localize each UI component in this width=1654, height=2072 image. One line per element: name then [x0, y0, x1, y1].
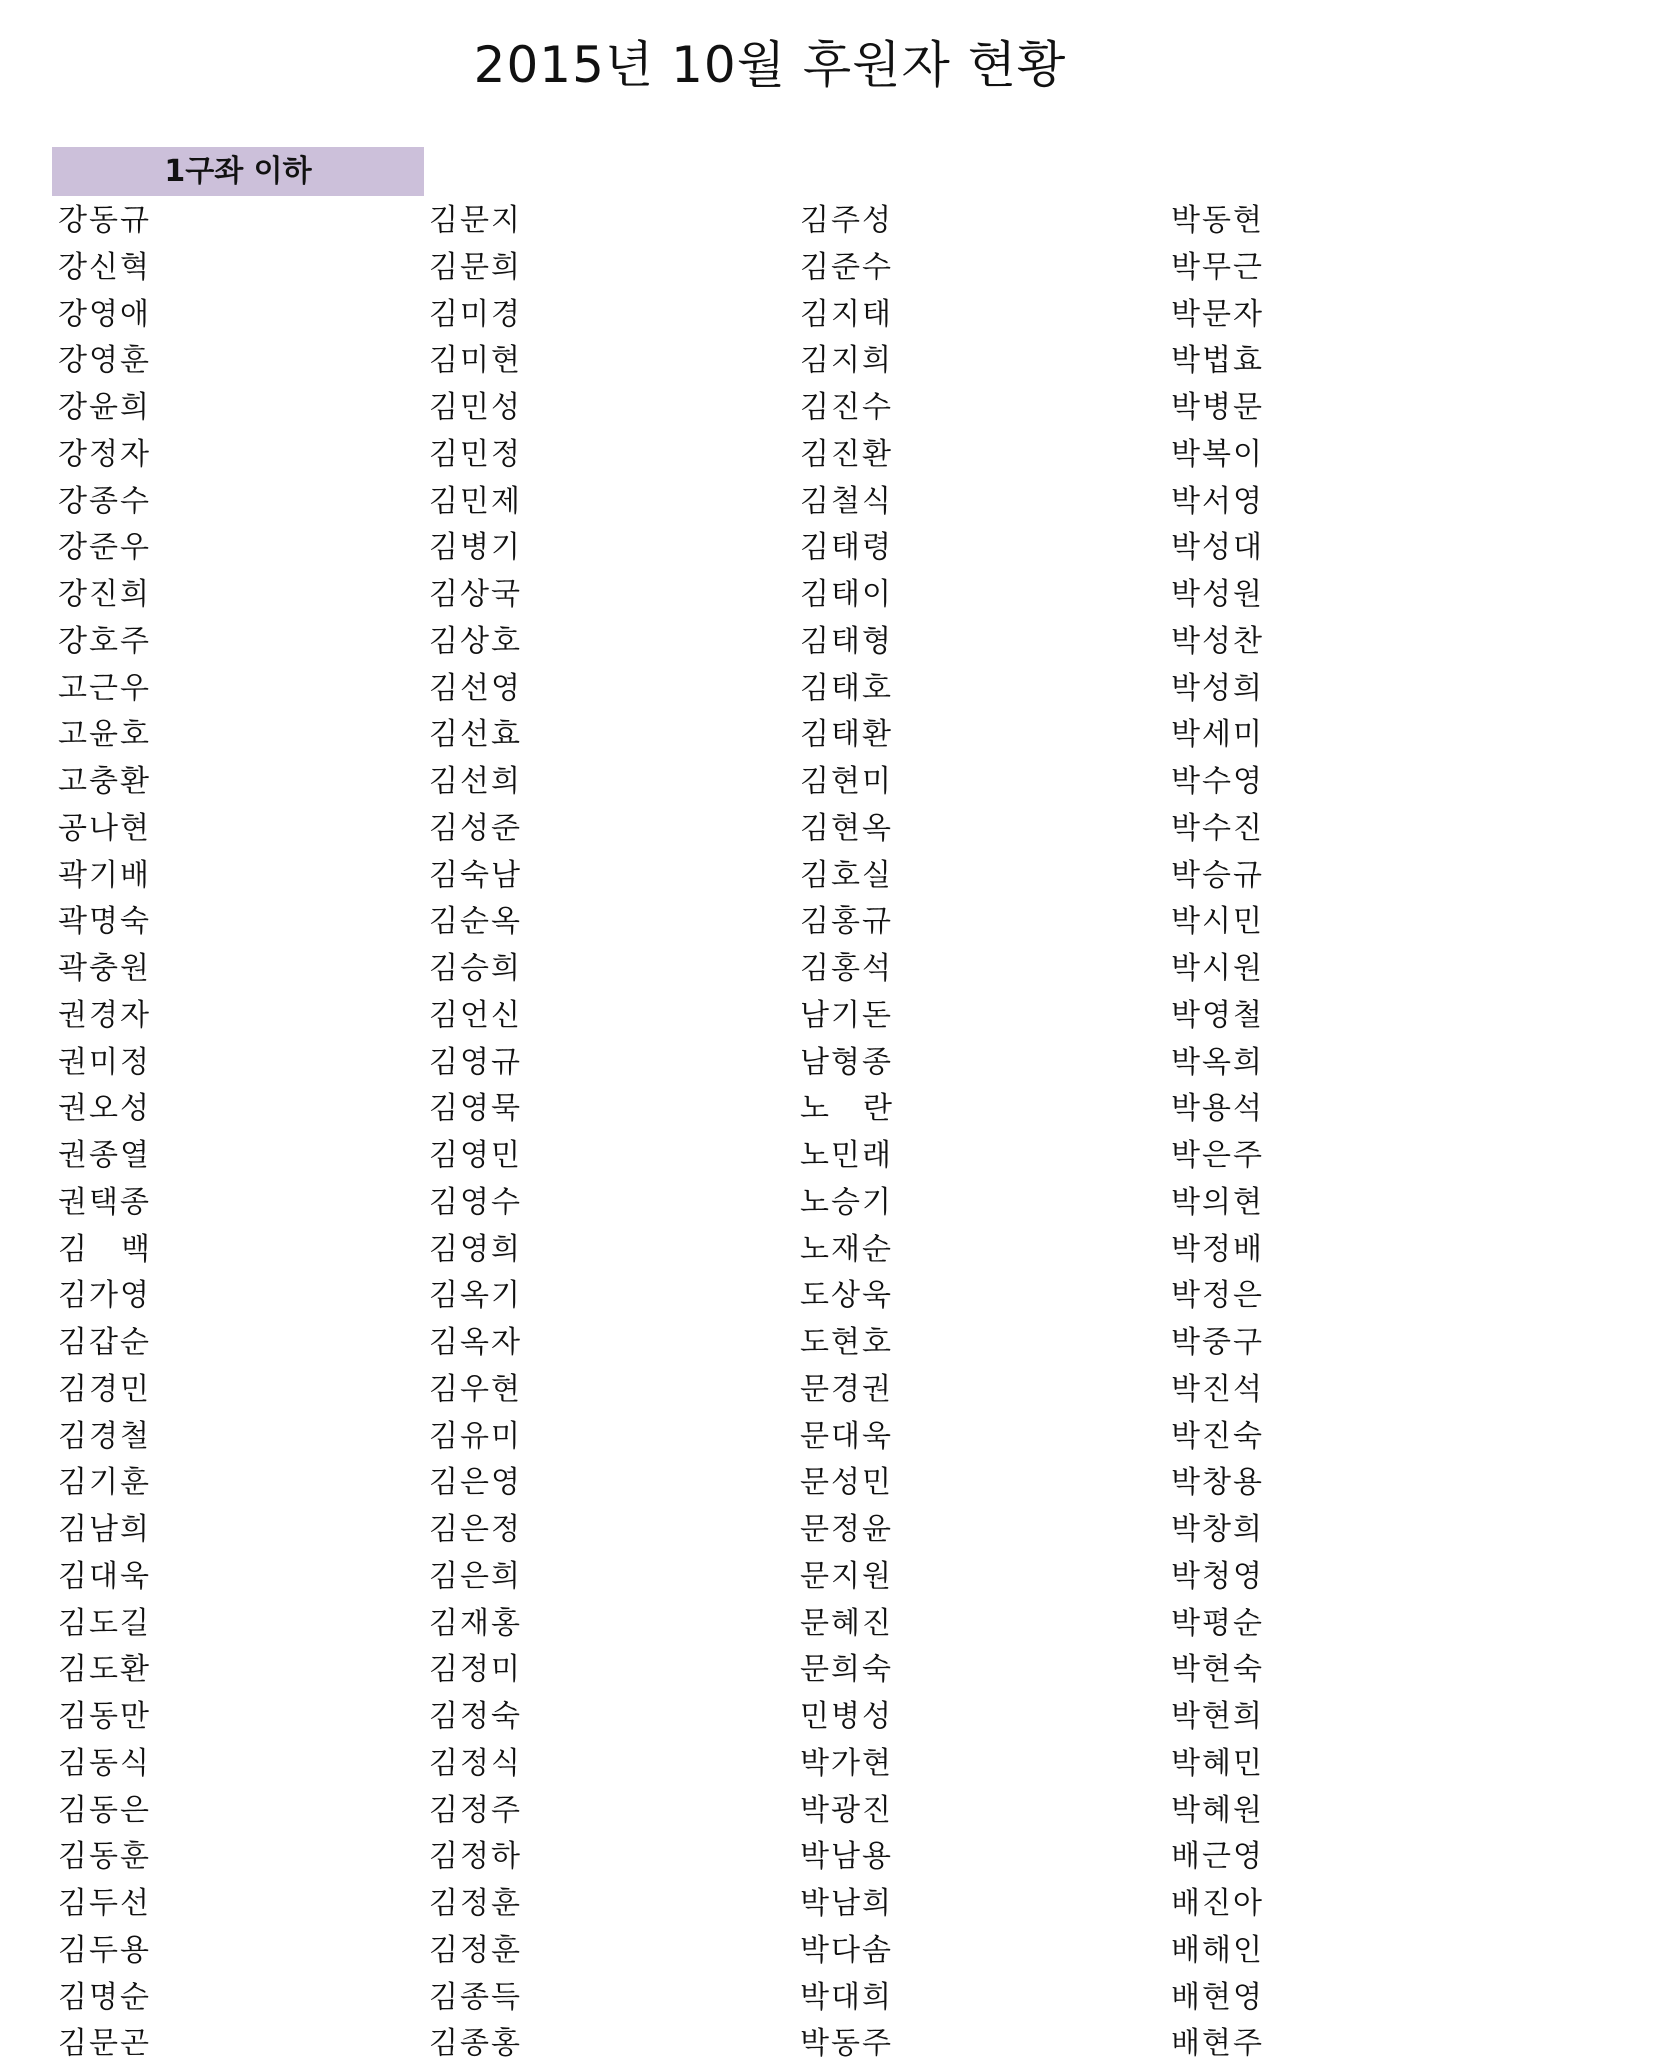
- donor-name: 고윤호: [58, 717, 151, 753]
- donor-name: 김기훈: [58, 1465, 151, 1501]
- donor-name: 김종홍: [429, 2026, 522, 2062]
- donor-name: 고근우: [58, 670, 151, 706]
- donor-name: 김태환: [800, 717, 893, 753]
- donor-name: 박진석: [1171, 1371, 1264, 1407]
- donor-name: 강호주: [58, 623, 151, 659]
- donor-name: 곽충원: [58, 951, 151, 986]
- donor-name: 박청영: [1171, 1558, 1264, 1594]
- donor-name: 김갑순: [58, 1325, 151, 1360]
- donor-name: 김동식: [58, 1745, 151, 1781]
- donor-name: 강영애: [58, 296, 151, 332]
- donor-name: 김도환: [58, 1652, 151, 1688]
- section-header: 1구좌 이하: [52, 147, 424, 196]
- donor-name: 김남희: [58, 1512, 151, 1547]
- donor-name: 김문지: [429, 203, 522, 238]
- donor-name: 김현옥: [800, 810, 893, 846]
- donor-name: 김두선: [58, 1886, 151, 1921]
- donor-name: 김미현: [429, 343, 522, 379]
- donor-name: 공나현: [58, 810, 151, 846]
- donor-name: 김선영: [429, 670, 522, 706]
- donor-name: 강진희: [58, 577, 151, 612]
- donor-name: 김정훈: [429, 1886, 522, 1921]
- donor-name: 강윤희: [58, 390, 151, 425]
- donor-name: 문대욱: [800, 1418, 893, 1454]
- donor-name: 김정숙: [429, 1699, 522, 1734]
- donor-name: 김경민: [58, 1371, 151, 1407]
- donor-name: 고충환: [58, 764, 151, 799]
- donor-name: 배현영: [1171, 1979, 1264, 2015]
- donor-name: 김선희: [429, 764, 522, 799]
- donor-name: 박문자: [1171, 296, 1264, 332]
- donor-name: 김두용: [58, 1932, 151, 1968]
- donor-name: 김가영: [58, 1278, 151, 1314]
- donor-name: 박병문: [1171, 390, 1264, 425]
- donor-name: 김영규: [429, 1044, 522, 1080]
- donor-name: 김지태: [800, 296, 893, 332]
- donor-name: 남형종: [800, 1044, 893, 1080]
- donor-name: 박혜원: [1171, 1792, 1264, 1828]
- donor-name: 김철식: [800, 483, 893, 519]
- donor-name: 박승규: [1171, 857, 1264, 893]
- donor-name: 박수영: [1171, 764, 1264, 799]
- donor-name: 노민래: [800, 1138, 893, 1173]
- donor-name: 배해인: [1171, 1932, 1264, 1968]
- donor-name: 도상욱: [800, 1278, 893, 1314]
- donor-name: 김문곤: [58, 2026, 151, 2062]
- donor-name: 김옥기: [429, 1278, 522, 1314]
- donor-name: 김정미: [429, 1652, 522, 1688]
- donor-name: 박현숙: [1171, 1652, 1264, 1688]
- donor-name: 강동규: [58, 203, 151, 238]
- donor-name: 김대욱: [58, 1558, 151, 1594]
- donor-name: 박혜민: [1171, 1745, 1264, 1781]
- donor-name: 김영묵: [429, 1091, 522, 1127]
- donor-name: 박수진: [1171, 810, 1264, 846]
- donor-name: 남기돈: [800, 997, 893, 1033]
- donor-name: 박은주: [1171, 1138, 1264, 1173]
- donor-name: 문경권: [800, 1371, 893, 1407]
- donor-name: 김태이: [800, 577, 893, 612]
- donor-name: 김진수: [800, 390, 893, 425]
- donor-name: 문성민: [800, 1465, 893, 1501]
- donor-name: 김진환: [800, 436, 893, 472]
- donor-name: 강정자: [58, 436, 151, 472]
- donor-name: 박의현: [1171, 1184, 1264, 1220]
- donor-name: 김유미: [429, 1418, 522, 1454]
- donor-name: 김영수: [429, 1184, 522, 1220]
- donor-name: 김민성: [429, 390, 522, 425]
- donor-name: 김준수: [800, 249, 893, 285]
- donor-name: 김재홍: [429, 1605, 522, 1641]
- donor-name: 박동주: [800, 2026, 893, 2062]
- donor-name: 김주성: [800, 203, 893, 238]
- donor-name: 김병기: [429, 530, 522, 566]
- donor-name: 박창용: [1171, 1465, 1264, 1501]
- donor-name: 박성원: [1171, 577, 1264, 612]
- donor-name: 박성찬: [1171, 623, 1264, 659]
- donor-name: 민병성: [800, 1699, 893, 1734]
- donor-name: 배현주: [1171, 2026, 1264, 2062]
- donor-name: 김순옥: [429, 904, 522, 940]
- donor-name: 김상국: [429, 577, 522, 612]
- donor-name: 박서영: [1171, 483, 1264, 519]
- donor-name: 박정은: [1171, 1278, 1264, 1314]
- donor-name: 강영훈: [58, 343, 151, 379]
- donor-name: 김정훈: [429, 1932, 522, 1968]
- donor-name: 배진아: [1171, 1886, 1264, 1921]
- donor-name: 박창희: [1171, 1512, 1264, 1547]
- donor-name: 박다솜: [800, 1932, 893, 1968]
- donor-name: 김명순: [58, 1979, 151, 2015]
- donor-name: 김경철: [58, 1418, 151, 1454]
- donor-name: 김동은: [58, 1792, 151, 1828]
- donor-name: 노승기: [800, 1184, 893, 1220]
- donor-name: 김호실: [800, 857, 893, 893]
- donor-name: 김태령: [800, 530, 893, 566]
- donor-name: 박대희: [800, 1979, 893, 2015]
- donor-name: 박복이: [1171, 436, 1264, 472]
- donor-name: 박동현: [1171, 203, 1264, 238]
- donor-name: 권택종: [58, 1184, 151, 1220]
- donor-name: 문혜진: [800, 1605, 893, 1641]
- donor-name: 김은정: [429, 1512, 522, 1547]
- donor-name: 박성희: [1171, 670, 1264, 706]
- donor-name: 김성준: [429, 810, 522, 846]
- donor-name: 배근영: [1171, 1839, 1264, 1875]
- donor-name: 박남용: [800, 1839, 893, 1875]
- donor-name: 곽명숙: [58, 904, 151, 940]
- donor-name: 강신혁: [58, 249, 151, 285]
- donor-name: 김동훈: [58, 1839, 151, 1875]
- donor-name: 김영민: [429, 1138, 522, 1173]
- donor-name: 박시민: [1171, 904, 1264, 940]
- donor-name: 김도길: [58, 1605, 151, 1641]
- donor-name: 박남희: [800, 1886, 893, 1921]
- donor-name: 김우현: [429, 1371, 522, 1407]
- donor-name: 김홍석: [800, 951, 893, 986]
- donor-name: 김동만: [58, 1699, 151, 1734]
- donor-name: 박평순: [1171, 1605, 1264, 1641]
- donor-name: 김태형: [800, 623, 893, 659]
- donor-name: 김은희: [429, 1558, 522, 1594]
- donor-name: 문희숙: [800, 1652, 893, 1688]
- donor-name: 김홍규: [800, 904, 893, 940]
- donor-name: 박정배: [1171, 1231, 1264, 1267]
- donor-name: 도현호: [800, 1325, 893, 1360]
- donor-name: 박성대: [1171, 530, 1264, 566]
- donor-name: 김승희: [429, 951, 522, 986]
- donor-name: 권종열: [58, 1138, 151, 1173]
- donor-name: 박옥희: [1171, 1044, 1264, 1080]
- donor-name: 권경자: [58, 997, 151, 1033]
- donor-name: 김태호: [800, 670, 893, 706]
- donor-name: 김지희: [800, 343, 893, 379]
- donor-name: 김문희: [429, 249, 522, 285]
- donor-name: 박진숙: [1171, 1418, 1264, 1454]
- donor-name: 김숙남: [429, 857, 522, 893]
- donor-name: 곽기배: [58, 857, 151, 893]
- donor-name: 권오성: [58, 1091, 151, 1127]
- donor-name: 강준우: [58, 530, 151, 566]
- donor-name: 김민제: [429, 483, 522, 519]
- donor-name: 강종수: [58, 483, 151, 519]
- donor-name-grid: [58, 198, 1538, 2068]
- donor-name: 김정주: [429, 1792, 522, 1828]
- donor-name: 노재순: [800, 1231, 893, 1267]
- donor-name: 김종득: [429, 1979, 522, 2015]
- donor-name: 김상호: [429, 623, 522, 659]
- donor-name: 문지원: [800, 1558, 893, 1594]
- donor-name: 박법효: [1171, 343, 1264, 379]
- donor-name: 김현미: [800, 764, 893, 799]
- donor-name: 권미정: [58, 1044, 151, 1080]
- donor-name: 박광진: [800, 1792, 893, 1828]
- page-title: 2015년 10월 후원자 현황: [473, 36, 1067, 94]
- donor-name: 문정윤: [800, 1512, 893, 1547]
- donor-name: 노 란: [800, 1091, 894, 1127]
- donor-name: 김미경: [429, 296, 522, 332]
- donor-name: 박현희: [1171, 1699, 1264, 1734]
- donor-name: 김영희: [429, 1231, 522, 1267]
- donor-name: 박중구: [1171, 1325, 1264, 1360]
- donor-name: 박영철: [1171, 997, 1264, 1033]
- donor-name: 김선효: [429, 717, 522, 753]
- donor-name: 박용석: [1171, 1091, 1264, 1127]
- donor-name: 박가현: [800, 1745, 893, 1781]
- donor-name: 박무근: [1171, 249, 1264, 285]
- donor-name: 김은영: [429, 1465, 522, 1501]
- donor-name: 박세미: [1171, 717, 1264, 753]
- donor-name: 김옥자: [429, 1325, 522, 1360]
- donor-name: 김민정: [429, 436, 522, 472]
- donor-name: 김 백: [58, 1231, 152, 1267]
- donor-name: 김정하: [429, 1839, 522, 1875]
- donor-name: 박시원: [1171, 951, 1264, 986]
- donor-name: 김언신: [429, 997, 522, 1033]
- donor-name: 김정식: [429, 1745, 522, 1781]
